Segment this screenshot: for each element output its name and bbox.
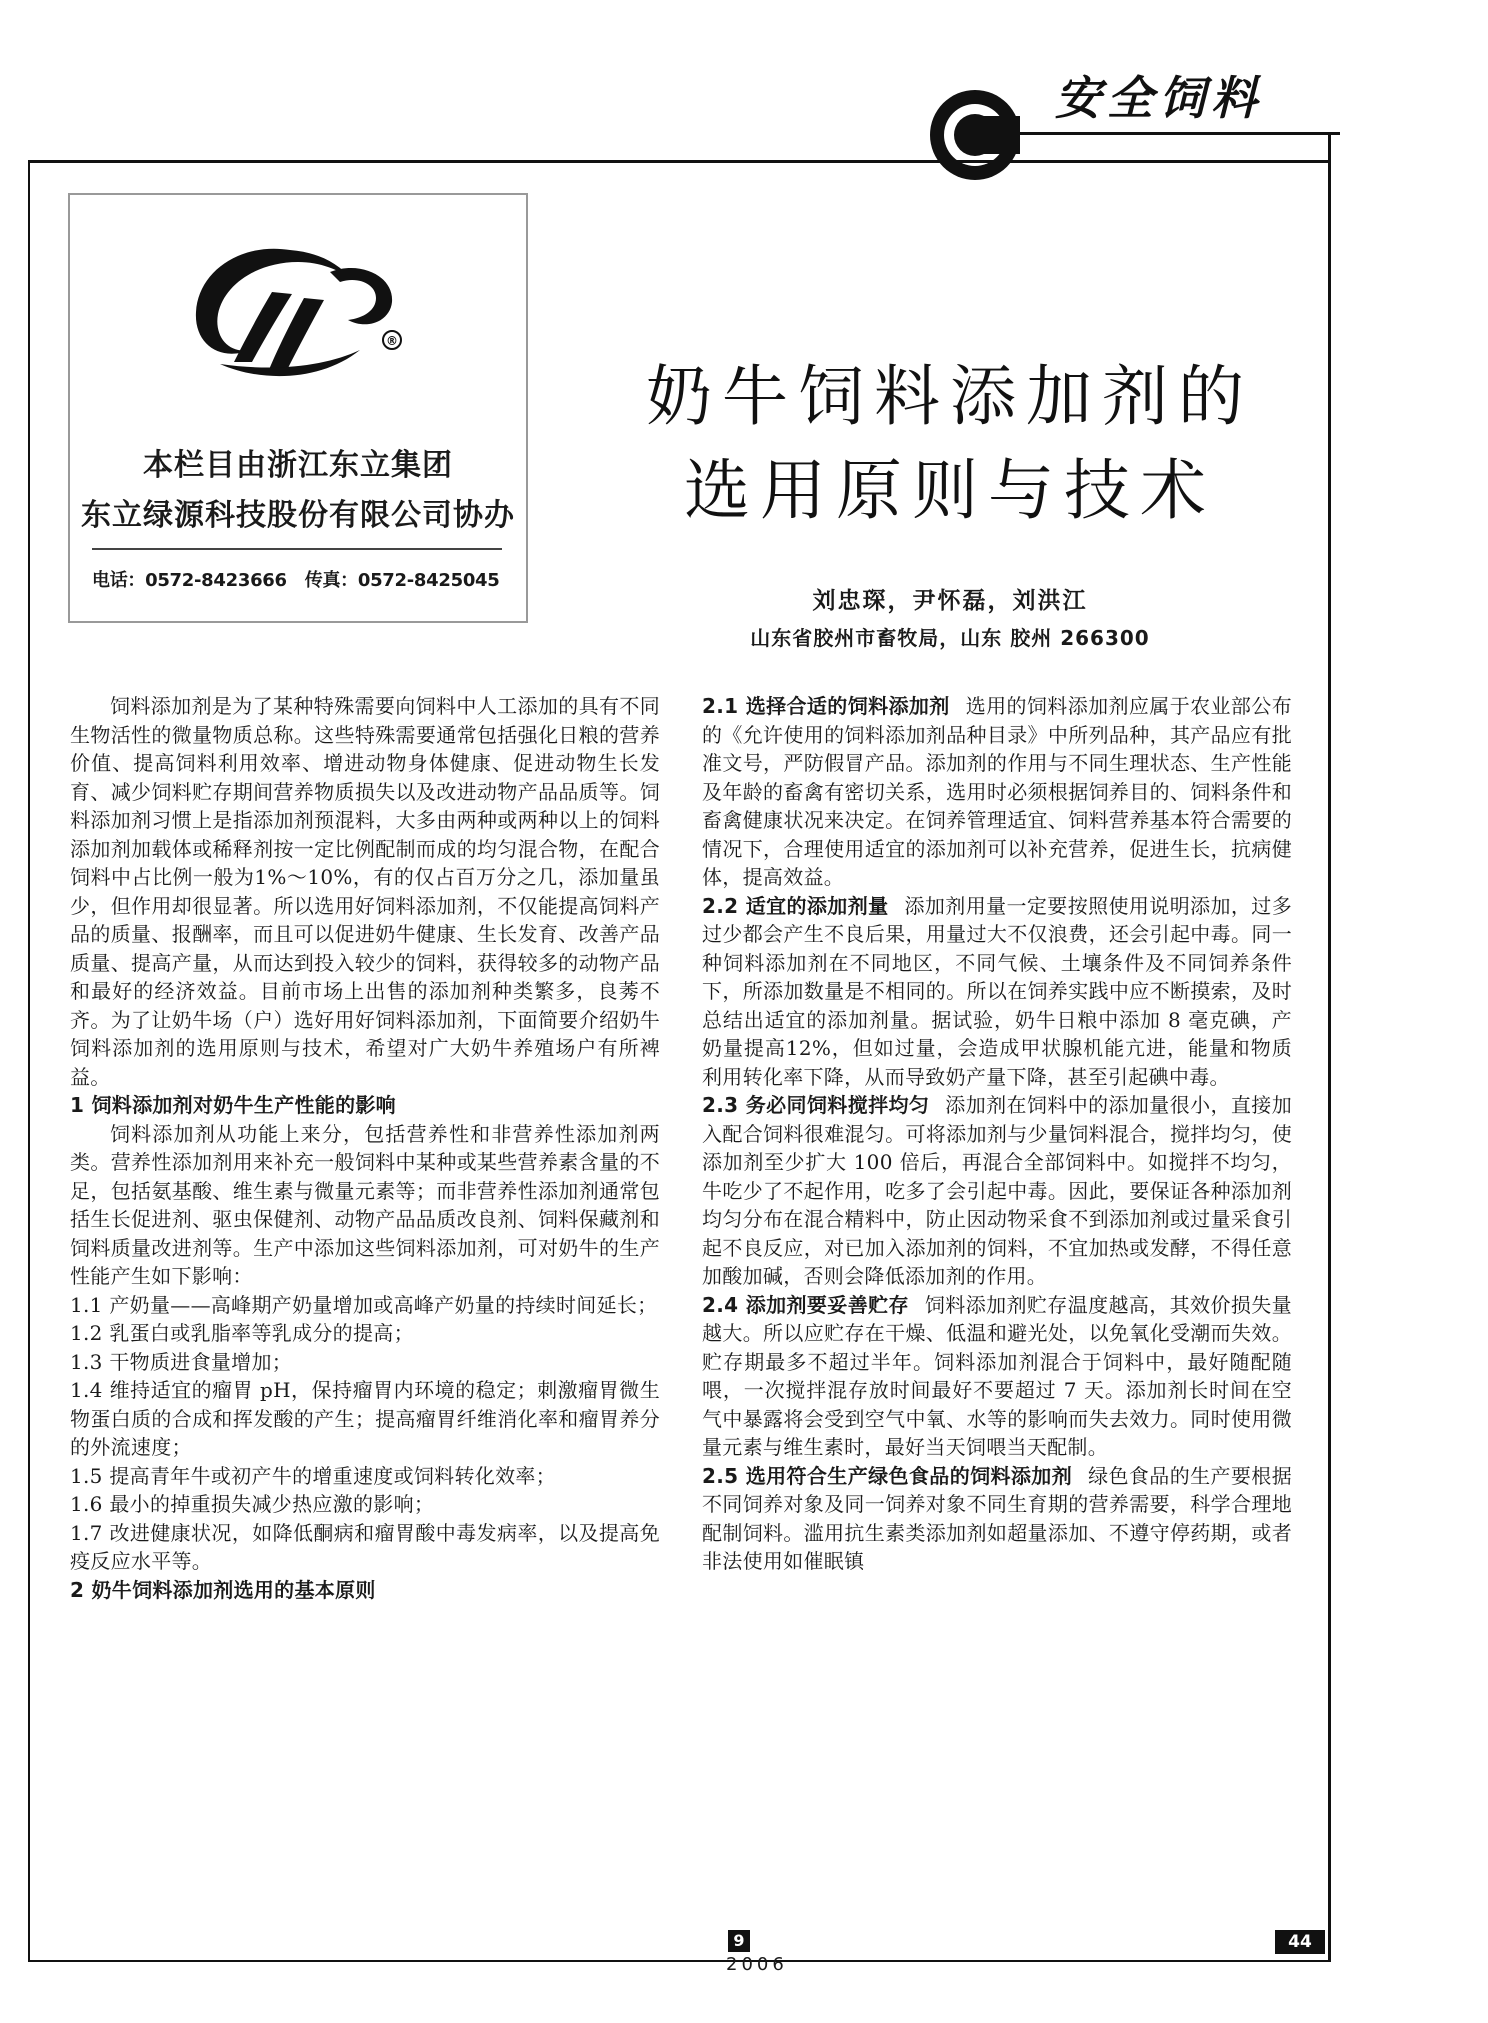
subsection-2-3 (702, 1091, 1292, 1291)
section-heading-2: 2 奶牛饲料添加剂选用的基本原则 (70, 1577, 376, 1602)
subsection-text: 绿色食品的生产要根据不同饲养对象及同一饲养对象不同生育期的营养需要，科学合理地配制饲料。滥用抗生素类添加剂如超量添加、不遵守停药期，或者非法使用如催眠镇 (702, 1463, 1292, 1573)
registered-mark: ® (386, 334, 398, 348)
section-1-paragraph: 饲料添加剂从功能上来分，包括营养性和非营养性添加剂两类。营养性添加剂用来补充一般饲料中某种或某些营养素含量的不足，包括氨基酸、维生素与微量元素等；而非营养性添加剂通常包括生长促进剂、驱虫保健剂、动物产品品质改良剂、饲料保藏剂和饲料质量改进剂等。生产中添加这些饲料添加剂，可对奶牛的生产性能产生如下影响： (70, 1121, 660, 1288)
frame-right-border (1328, 132, 1331, 1962)
header-rule (1005, 132, 1340, 135)
sponsor-logo (180, 232, 420, 392)
issue-year: 2006 (726, 1954, 788, 1975)
list-item: 1.6 最小的掉重损失减少热应激的影响； (70, 1492, 435, 1516)
frame-left-border (28, 160, 30, 1962)
sponsor-divider (92, 548, 502, 550)
issue-badge: 9 (728, 1930, 750, 1952)
subsection-text: 添加剂用量一定要按照使用说明添加，过多过少都会产生不良后果，用量过大不仅浪费，还会引起中毒。同一种饲料添加剂在不同地区，不同气候、土壤条件及不同饲养条件下，所添加数量是不相同的。所以在饲养实践中应不断摸索，及时总结出适宜的添加剂量。据试验，奶牛日粮中添加 8 毫克碘，产奶量提高12%，但如过量，会造成甲状腺机能亢进，能量和物质利用转化率下降，从而导致奶产量下降，甚至引起碘中毒。 (702, 893, 1292, 1089)
list-item: 1.4 维持适宜的瘤胃 pH，保持瘤胃内环境的稳定；刺激瘤胃微生物蛋白质的合成和挥发酸的产生；提高瘤胃纤维消化率和瘤胃养分的外流速度； (70, 1378, 660, 1459)
list-item: 1.3 干物质进食量增加； (70, 1349, 293, 1374)
list-item: 1.5 提高青年牛或初产牛的增重速度或饲料转化效率； (70, 1463, 556, 1488)
subsection-2-2 (702, 892, 1292, 1092)
list-item: 1.1 产奶量——高峰期产奶量增加或高峰产奶量的持续时间延长； (70, 1292, 658, 1317)
article-authors: 刘忠琛，尹怀磊，刘洪江 (812, 588, 1088, 614)
page-number: 44 (1275, 1930, 1325, 1954)
sponsor-contact (92, 566, 500, 592)
subsection-heading: 2.1 选择合适的饲料添加剂 (702, 694, 950, 718)
subsection-2-1 (702, 692, 1292, 892)
subsection-heading: 2.2 适宜的添加剂量 (702, 893, 889, 918)
subsection-heading: 2.4 添加剂要妥善贮存 (702, 1292, 909, 1317)
subsection-heading: 2.5 选用符合生产绿色食品的饲料添加剂 (702, 1463, 1073, 1488)
subsection-heading: 2.3 务必同饲料搅拌均匀 (702, 1093, 930, 1117)
sponsor-phone: 电话：0572-8423666 (92, 570, 287, 591)
subsection-2-5 (702, 1462, 1292, 1576)
article-title (600, 350, 1300, 538)
subsection-text: 饲料添加剂贮存温度越高，其效价损失量越大。所以应贮存在干燥、低温和避光处，以免氧化受潮而失效。贮存期最多不超过半年。饲料添加剂混合于饲料中，最好随配随喂，一次搅拌混存放时间最好不要超过 7 天。添加剂长时间在空气中暴露将会受到空气中氧、水等的影响而失去效力。同时使用微量元素与维生素时，最好当天饲喂当天配制。 (702, 1292, 1292, 1459)
intro-paragraph: 饲料添加剂是为了某种特殊需要向饲料中人工添加的具有不同生物活性的微量物质总称。这些特殊需要通常包括强化日粮的营养价值、提高饲料利用效率、增进动物身体健康、促进动物生长发育、减少饲料贮存期间营养物质损失以及改进动物产品品质等。饲料添加剂习惯上是指添加剂预混料，大多由两种或两种以上的饲料添加剂加载体或稀释剂按一定比例配制而成的均匀混合物，在配合饲料中占比例一般为1%～10%，有的仅占百万分之几，添加量虽少，但作用却很显著。所以选用好饲料添加剂，不仅能提高饲料产品的质量、报酬率，而且可以促进奶牛健康、生长发育、改善产品质量、提高产量，从而达到投入较少的饲料，获得较多的动物产品和最好的经济效益。目前市场上出售的添加剂种类繁多，良莠不齐。为了让奶牛场（户）选好用好饲料添加剂，下面简要介绍奶牛饲料添加剂的选用原则与技术，希望对广大奶牛养殖场户有所裨益。 (70, 694, 660, 1089)
sponsor-line2: 东立绿源科技股份有限公司协办 (81, 498, 515, 533)
sponsor-line1: 本栏目由浙江东立集团 (143, 448, 453, 483)
section-title: 安全饲料 (1055, 71, 1263, 125)
subsection-2-4 (702, 1291, 1292, 1462)
list-item: 1.2 乳蛋白或乳脂率等乳成分的提高； (70, 1321, 414, 1345)
frame-bottom-border (28, 1960, 1330, 1962)
article-title-line2: 选用原则与技术 (684, 452, 1216, 529)
sponsor-fax: 传真：0572-8425045 (304, 570, 500, 591)
left-column (70, 692, 660, 1604)
list-item: 1.7 改进健康状况，如降低酮病和瘤胃酸中毒发病率，以及提高免疫反应水平等。 (70, 1520, 660, 1573)
right-column (702, 692, 1292, 1576)
article-affiliation: 山东省胶州市畜牧局，山东 胶州 266300 (750, 626, 1150, 650)
frame-top-border (28, 160, 1330, 163)
article-title-line1: 奶牛饲料添加剂的 (646, 358, 1254, 435)
subsection-text: 添加剂在饲料中的添加量很小，直接加入配合饲料很难混匀。可将添加剂与少量饲料混合，搅拌均匀，使添加剂至少扩大 100 倍后，再混合全部饲料中。如搅拌不均匀，牛吃少了不起作用，吃多了会引起中毒。因此，要保证各种添加剂均匀分布在混合精料中，防止因动物采食不到添加剂或过量采食引起不良反应，对已加入添加剂的饲料，不宜加热或发酵，不得任意加酸加碱，否则会降低添加剂的作用。 (702, 1093, 1292, 1288)
section-heading-1: 1 饲料添加剂对奶牛生产性能的影响 (70, 1093, 396, 1117)
subsection-text: 选用的饲料添加剂应属于农业部公布的《允许使用的饲料添加剂品种目录》中所列品种，其产品应有批准文号，严防假冒产品。添加剂的作用与不同生理状态、生产性能及年龄的畜禽有密切关系，选用时必须根据饲养目的、饲料条件和畜禽健康状况来决定。在饲养管理适宜、饲料营养基本符合需要的情况下，合理使用适宜的添加剂可以补充营养，促进生长，抗病健体，提高效益。 (702, 694, 1292, 889)
section-emblem-icon (930, 90, 1020, 180)
company-logo-icon (180, 232, 420, 392)
